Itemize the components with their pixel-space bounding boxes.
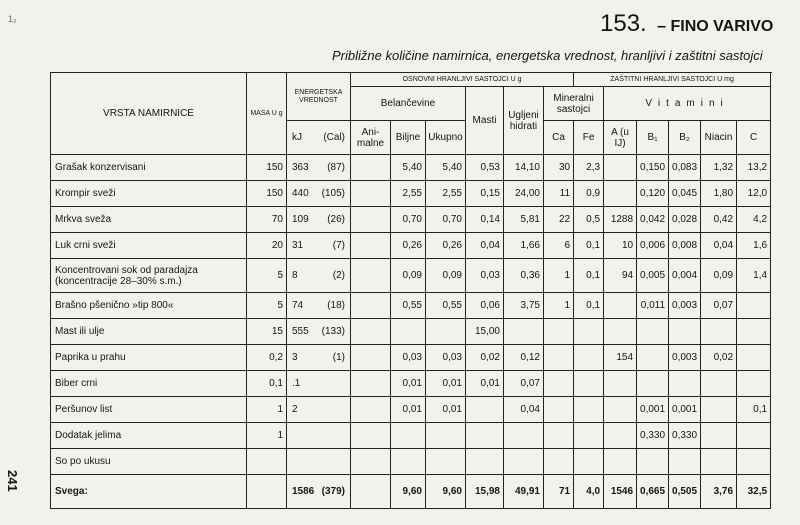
recipe-title: – FINO VARIVO (657, 18, 774, 35)
cell-energy (287, 207, 351, 233)
cell-masti (466, 423, 504, 449)
cell-masa: 150 (247, 155, 287, 181)
cell-masti: 0,01 (466, 371, 504, 397)
total-row (51, 475, 771, 509)
header-biljne: Biljne (391, 121, 426, 155)
header-vitamin-c: C (737, 121, 771, 155)
cell-cal: (7) (332, 240, 345, 251)
cell-energy (287, 397, 351, 423)
ingredient-name: Biber crni (51, 371, 247, 397)
cell-c (737, 319, 771, 345)
cell-kj: 109 (292, 214, 309, 225)
cell-niacin: 0,04 (701, 233, 737, 259)
cell-ca (544, 371, 574, 397)
header-mineralni: Mineralni sastojci (544, 87, 604, 121)
cell-animalne (351, 449, 391, 475)
cell-niacin: 0,09 (701, 259, 737, 293)
header-ca: Ca (544, 121, 574, 155)
cell-biljne (391, 319, 426, 345)
table-row (51, 155, 771, 181)
cell-a: 154 (604, 345, 637, 371)
cell-b2 (669, 319, 701, 345)
cell-biljne: 2,55 (391, 181, 426, 207)
ingredient-name: Luk crni sveži (51, 233, 247, 259)
cell-niacin: 3,76 (701, 475, 737, 509)
cell-b2 (669, 371, 701, 397)
cell-masa: 5 (247, 259, 287, 293)
cell-kj: 363 (292, 162, 309, 173)
cell-animalne (351, 423, 391, 449)
cell-biljne (391, 449, 426, 475)
cell-ca (544, 449, 574, 475)
header-ugljeni: Ugljeni hidrati (504, 87, 544, 155)
cell-biljne: 0,70 (391, 207, 426, 233)
header-animalne: Ani-malne (351, 121, 391, 155)
nutrition-table (50, 72, 771, 509)
cell-fe: 0,1 (574, 233, 604, 259)
cell-energy (287, 259, 351, 293)
cell-masa: 1 (247, 397, 287, 423)
cell-a (604, 449, 637, 475)
cell-cal: (105) (321, 188, 345, 199)
cell-b1: 0,001 (637, 397, 669, 423)
ingredient-name: Mast ili ulje (51, 319, 247, 345)
cell-ca (544, 319, 574, 345)
cell-c: 32,5 (737, 475, 771, 509)
cell-cal: (18) (327, 300, 345, 311)
header-niacin: Niacin (701, 121, 737, 155)
cell-biljne: 0,26 (391, 233, 426, 259)
cell-biljne: 0,01 (391, 397, 426, 423)
cell-b1 (637, 371, 669, 397)
cell-kj: 8 (292, 270, 298, 281)
cell-c: 12,0 (737, 181, 771, 207)
cell-masti (466, 449, 504, 475)
cell-a: 1546 (604, 475, 637, 509)
cell-energy (287, 371, 351, 397)
cell-ugljeni: 24,00 (504, 181, 544, 207)
cell-niacin (701, 319, 737, 345)
cell-ukupno: 0,26 (426, 233, 466, 259)
cell-ukupno: 9,60 (426, 475, 466, 509)
cell-ukupno: 5,40 (426, 155, 466, 181)
ingredient-name: Dodatak jelima (51, 423, 247, 449)
cell-masa: 0,1 (247, 371, 287, 397)
cell-c (737, 293, 771, 319)
cell-ugljeni: 14,10 (504, 155, 544, 181)
table-row (51, 345, 771, 371)
cell-cal: (133) (321, 326, 345, 337)
cell-b2: 0,083 (669, 155, 701, 181)
cell-ukupno (426, 423, 466, 449)
ingredient-name: Brašno pšenično »tip 800« (51, 293, 247, 319)
cell-masti: 15,00 (466, 319, 504, 345)
cell-fe: 0,5 (574, 207, 604, 233)
cell-energy (287, 319, 351, 345)
header-vitamin-b1: B₁ (637, 121, 669, 155)
table-row (51, 319, 771, 345)
table-row (51, 207, 771, 233)
cell-b2: 0,003 (669, 345, 701, 371)
header-vrsta: VRSTA NAMIRNICE (51, 73, 247, 155)
cell-fe (574, 319, 604, 345)
cell-masa: 70 (247, 207, 287, 233)
cell-b2 (669, 449, 701, 475)
cell-ukupno: 0,03 (426, 345, 466, 371)
cell-fe (574, 449, 604, 475)
cell-ukupno: 0,01 (426, 397, 466, 423)
cell-masti: 0,06 (466, 293, 504, 319)
cell-ugljeni: 49,91 (504, 475, 544, 509)
cell-ukupno: 0,09 (426, 259, 466, 293)
cell-c (737, 345, 771, 371)
cell-a: 94 (604, 259, 637, 293)
cell-kj: 31 (292, 240, 304, 251)
cell-b1: 0,330 (637, 423, 669, 449)
cell-kj: 74 (292, 300, 304, 311)
cell-niacin: 1,80 (701, 181, 737, 207)
cell-masti: 15,98 (466, 475, 504, 509)
cell-energy (287, 181, 351, 207)
cell-masa: 15 (247, 319, 287, 345)
cell-fe: 0,9 (574, 181, 604, 207)
cell-masa: 150 (247, 181, 287, 207)
cell-b1: 0,150 (637, 155, 669, 181)
cell-b2: 0,330 (669, 423, 701, 449)
cell-b2: 0,028 (669, 207, 701, 233)
cell-ca: 22 (544, 207, 574, 233)
ingredient-name: Mrkva sveža (51, 207, 247, 233)
cell-niacin (701, 371, 737, 397)
cell-b2: 0,505 (669, 475, 701, 509)
ingredient-name: Grašak konzervisani (51, 155, 247, 181)
cell-kj: 3 (292, 352, 298, 363)
cell-animalne (351, 371, 391, 397)
cell-animalne (351, 345, 391, 371)
cell-kj: 1586 (292, 486, 315, 497)
cell-ugljeni: 0,36 (504, 259, 544, 293)
cell-kj: 440 (292, 188, 309, 199)
cell-ca: 1 (544, 293, 574, 319)
cell-a (604, 371, 637, 397)
cell-energy (287, 475, 351, 509)
header-masti: Masti (466, 87, 504, 155)
cell-a: 1288 (604, 207, 637, 233)
cell-ugljeni: 5,81 (504, 207, 544, 233)
table-row (51, 259, 771, 293)
cell-animalne (351, 293, 391, 319)
cell-b2: 0,045 (669, 181, 701, 207)
cell-fe: 4,0 (574, 475, 604, 509)
cell-a: 10 (604, 233, 637, 259)
cell-cal: (379) (321, 486, 345, 497)
cell-energy (287, 233, 351, 259)
cell-fe: 0,1 (574, 293, 604, 319)
cell-b1: 0,005 (637, 259, 669, 293)
cell-ukupno (426, 449, 466, 475)
cell-niacin: 1,32 (701, 155, 737, 181)
recipe-number: 153. (600, 10, 647, 37)
cell-fe (574, 345, 604, 371)
cell-c (737, 449, 771, 475)
ingredient-name: Svega: (51, 475, 247, 509)
cell-ugljeni: 3,75 (504, 293, 544, 319)
table-row (51, 397, 771, 423)
header-energetska: ENERGETSKA VREDNOST (287, 73, 351, 121)
table-subtitle: Približne količine namirnica, energetska vrednost, hranljivi i zaštitni sastojci (332, 48, 763, 63)
ingredient-name: Paprika u prahu (51, 345, 247, 371)
cell-ca: 71 (544, 475, 574, 509)
cell-biljne: 0,01 (391, 371, 426, 397)
header-kj-cal (287, 121, 351, 155)
cell-fe (574, 423, 604, 449)
cell-ca: 6 (544, 233, 574, 259)
cell-a (604, 293, 637, 319)
cell-ugljeni: 0,12 (504, 345, 544, 371)
cell-biljne: 5,40 (391, 155, 426, 181)
cell-niacin (701, 449, 737, 475)
cell-fe: 2,3 (574, 155, 604, 181)
cell-b1: 0,042 (637, 207, 669, 233)
header-kj: kJ (292, 132, 302, 143)
recipe-header (600, 10, 773, 38)
cell-c: 0,1 (737, 397, 771, 423)
cell-b2: 0,008 (669, 233, 701, 259)
cell-animalne (351, 181, 391, 207)
cell-a (604, 155, 637, 181)
cell-b2: 0,004 (669, 259, 701, 293)
cell-cal: (26) (327, 214, 345, 225)
cell-energy (287, 293, 351, 319)
table-row (51, 293, 771, 319)
cell-masti: 0,53 (466, 155, 504, 181)
page-number: 241 (5, 470, 20, 492)
cell-a (604, 423, 637, 449)
cell-ukupno: 0,01 (426, 371, 466, 397)
cell-biljne: 9,60 (391, 475, 426, 509)
cell-c (737, 423, 771, 449)
ingredient-name: Krompir sveži (51, 181, 247, 207)
table-row (51, 181, 771, 207)
cell-animalne (351, 207, 391, 233)
cell-a (604, 319, 637, 345)
cell-ugljeni: 0,07 (504, 371, 544, 397)
cell-ca: 11 (544, 181, 574, 207)
cell-a (604, 397, 637, 423)
table-row (51, 449, 771, 475)
cell-c: 13,2 (737, 155, 771, 181)
cell-ca (544, 397, 574, 423)
header-masa: MASA U g (247, 73, 287, 155)
cell-energy (287, 449, 351, 475)
cell-niacin: 0,07 (701, 293, 737, 319)
cell-a (604, 181, 637, 207)
cell-b1 (637, 319, 669, 345)
cell-animalne (351, 397, 391, 423)
cell-fe: 0,1 (574, 259, 604, 293)
cell-masti: 0,14 (466, 207, 504, 233)
cell-b1: 0,665 (637, 475, 669, 509)
header-osnovni: OSNOVNI HRANLJIVI SASTOJCI U g (351, 73, 574, 87)
cell-b1: 0,011 (637, 293, 669, 319)
cell-biljne: 0,55 (391, 293, 426, 319)
cell-biljne: 0,03 (391, 345, 426, 371)
header-fe: Fe (574, 121, 604, 155)
cell-c: 1,4 (737, 259, 771, 293)
cell-animalne (351, 155, 391, 181)
cell-animalne (351, 475, 391, 509)
cell-kj: 2 (292, 404, 298, 415)
cell-niacin (701, 397, 737, 423)
table-row (51, 233, 771, 259)
cell-ugljeni: 1,66 (504, 233, 544, 259)
table-row (51, 371, 771, 397)
cell-ukupno: 0,55 (426, 293, 466, 319)
cell-masti: 0,03 (466, 259, 504, 293)
cell-niacin (701, 423, 737, 449)
cell-animalne (351, 259, 391, 293)
cell-ca: 1 (544, 259, 574, 293)
cell-masti: 0,02 (466, 345, 504, 371)
ingredient-name: Koncentrovani sok od paradajza (koncentracije 28–30% s.m.) (51, 259, 247, 293)
cell-c: 4,2 (737, 207, 771, 233)
cell-ca (544, 345, 574, 371)
header-ukupno: Ukupno (426, 121, 466, 155)
cell-biljne (391, 423, 426, 449)
cell-masa: 1 (247, 423, 287, 449)
table-row (51, 423, 771, 449)
cell-animalne (351, 233, 391, 259)
cell-c: 1,6 (737, 233, 771, 259)
cell-b1: 0,120 (637, 181, 669, 207)
cell-biljne: 0,09 (391, 259, 426, 293)
cell-animalne (351, 319, 391, 345)
cell-ukupno: 2,55 (426, 181, 466, 207)
cell-masa: 5 (247, 293, 287, 319)
cell-b2: 0,003 (669, 293, 701, 319)
cell-kj: 555 (292, 326, 309, 337)
ingredient-name: So po ukusu (51, 449, 247, 475)
cell-b1: 0,006 (637, 233, 669, 259)
cell-ugljeni (504, 449, 544, 475)
cell-ugljeni (504, 423, 544, 449)
cell-b1 (637, 449, 669, 475)
cell-ugljeni (504, 319, 544, 345)
cell-c (737, 371, 771, 397)
cell-ukupno (426, 319, 466, 345)
cell-masti: 0,15 (466, 181, 504, 207)
ingredient-name: Peršunov list (51, 397, 247, 423)
header-belancevine: Belančevine (351, 87, 466, 121)
cell-energy (287, 155, 351, 181)
cell-energy (287, 345, 351, 371)
cell-masa (247, 475, 287, 509)
cell-fe (574, 371, 604, 397)
header-vitamin-a: A (u IJ) (604, 121, 637, 155)
header-cal: (Cal) (323, 132, 345, 143)
cell-masa (247, 449, 287, 475)
cell-ugljeni: 0,04 (504, 397, 544, 423)
header-zastitni: ZAŠTITNI HRANLJIVI SASTOJCI U mg (574, 73, 771, 87)
cell-masti: 0,04 (466, 233, 504, 259)
cell-niacin: 0,42 (701, 207, 737, 233)
cell-fe (574, 397, 604, 423)
cell-masti (466, 397, 504, 423)
table-body (51, 155, 771, 509)
header-vitamini: Vitamini (604, 87, 771, 121)
cell-b1 (637, 345, 669, 371)
cell-energy (287, 423, 351, 449)
cell-cal: (1) (332, 352, 345, 363)
cell-b2: 0,001 (669, 397, 701, 423)
cell-masa: 0,2 (247, 345, 287, 371)
corner-mark: 1₂ (8, 14, 17, 24)
header-vitamin-b2: B₂ (669, 121, 701, 155)
cell-masa: 20 (247, 233, 287, 259)
cell-ukupno: 0,70 (426, 207, 466, 233)
cell-cal: (2) (332, 270, 345, 281)
cell-cal: (87) (327, 162, 345, 173)
cell-niacin: 0,02 (701, 345, 737, 371)
cell-ca: 30 (544, 155, 574, 181)
cell-ca (544, 423, 574, 449)
cell-kj: .1 (292, 378, 301, 389)
